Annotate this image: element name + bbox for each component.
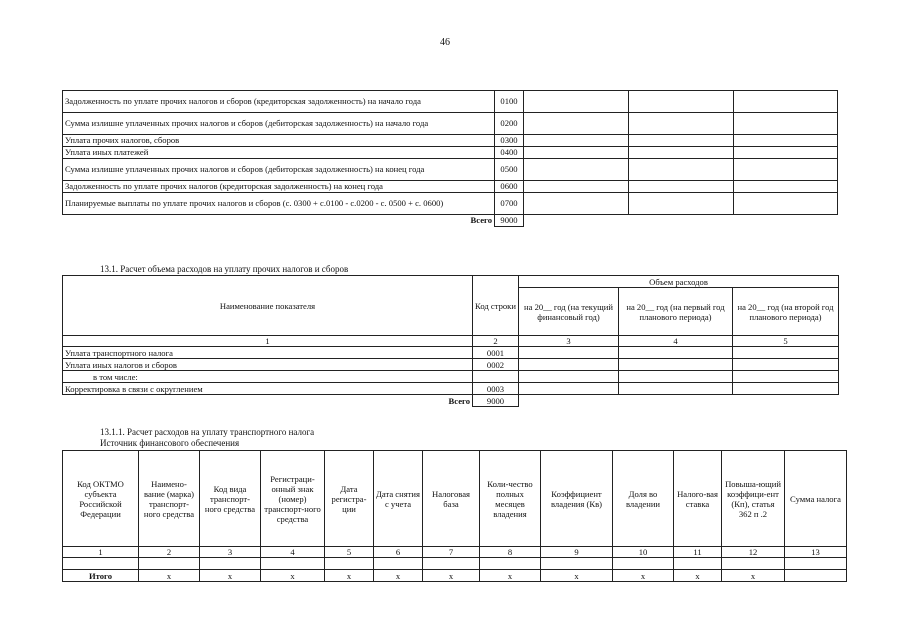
row-code: 0003 [473, 383, 519, 395]
table-row [63, 383, 839, 395]
column-number: 1 [63, 547, 139, 558]
column-number: 5 [325, 547, 374, 558]
value-cell [619, 347, 733, 359]
value-cell [722, 558, 785, 570]
table-row [63, 159, 838, 181]
column-header: Дата снятия с учета [374, 451, 423, 547]
page-number: 46 [440, 37, 450, 48]
column-number: 4 [261, 547, 325, 558]
empty-cell [629, 215, 734, 227]
funding-source-label: Источник финансового обеспечения [100, 438, 240, 448]
row-code: 0100 [495, 91, 524, 113]
row-name: Уплата иных платежей [63, 147, 495, 159]
value-cell [524, 113, 629, 135]
value-cell [200, 558, 261, 570]
value-cell [734, 181, 838, 193]
row-name: Планируемые выплаты по уплате прочих налогов и сборов (с. 0300 + с.0100 - с.0200 - с. 0500 + с. 0600) [63, 193, 495, 215]
value-cell [733, 359, 839, 371]
value-cell [785, 570, 847, 582]
header-current-year: на 20__ год (на текущий финансовый год) [519, 288, 619, 336]
expense-volume-table [62, 275, 839, 407]
value-cell [519, 383, 619, 395]
column-header: Налоговая база [423, 451, 480, 547]
value-cell [480, 558, 541, 570]
value-cell [261, 558, 325, 570]
table-row [63, 147, 838, 159]
value-cell [519, 359, 619, 371]
row-code: 0400 [495, 147, 524, 159]
total-value: x [722, 570, 785, 582]
value-cell [629, 181, 734, 193]
value-cell [734, 135, 838, 147]
header-row-code: Код строки [473, 276, 519, 336]
total-value: x [200, 570, 261, 582]
value-cell [519, 371, 619, 383]
row-code: 0002 [473, 359, 519, 371]
value-cell [734, 159, 838, 181]
column-number: 2 [139, 547, 200, 558]
empty-cell [734, 215, 838, 227]
value-cell [325, 558, 374, 570]
value-cell [734, 91, 838, 113]
table-row [63, 181, 838, 193]
value-cell [524, 193, 629, 215]
total-value: x [325, 570, 374, 582]
value-cell [613, 558, 674, 570]
column-number: 7 [423, 547, 480, 558]
column-header: Код ОКТМО субъекта Российской Федерации [63, 451, 139, 547]
column-number: 13 [785, 547, 847, 558]
total-value: x [613, 570, 674, 582]
total-value: x [374, 570, 423, 582]
column-number: 6 [374, 547, 423, 558]
value-cell [629, 135, 734, 147]
row-code [473, 371, 519, 383]
value-cell [629, 113, 734, 135]
table-row [63, 135, 838, 147]
empty-cell [733, 395, 839, 407]
value-cell [524, 147, 629, 159]
column-number: 1 [63, 336, 473, 347]
value-cell [674, 558, 722, 570]
row-code: 0600 [495, 181, 524, 193]
column-header: Дата регистра-ции [325, 451, 374, 547]
column-header: Наимено-вание (марка) транспорт-ного средства [139, 451, 200, 547]
total-row [63, 215, 838, 227]
table-row [63, 359, 839, 371]
total-value: x [480, 570, 541, 582]
row-name: Задолженность по уплате прочих налогов и сборов (кредиторская задолженность) на начало года [63, 91, 495, 113]
table-row [63, 91, 838, 113]
column-number: 11 [674, 547, 722, 558]
row-name: Уплата прочих налогов, сборов [63, 135, 495, 147]
row-name: Уплата транспортного налога [63, 347, 473, 359]
other-taxes-table [62, 90, 838, 227]
value-cell [619, 371, 733, 383]
header-second-plan-year: на 20__ год (на второй год планового периода) [733, 288, 839, 336]
row-name: Задолженность по уплате прочих налогов (кредиторская задолженность) на конец года [63, 181, 495, 193]
total-value: x [541, 570, 613, 582]
column-header: Коли-чество полных месяцев владения [480, 451, 541, 547]
total-label: Итого [63, 570, 139, 582]
value-cell [733, 383, 839, 395]
column-number: 2 [473, 336, 519, 347]
table-row [63, 193, 838, 215]
total-label: Всего [470, 215, 492, 225]
total-code: 9000 [473, 395, 519, 407]
value-cell [733, 371, 839, 383]
total-value: x [674, 570, 722, 582]
total-value: x [261, 570, 325, 582]
value-cell [541, 558, 613, 570]
value-cell [63, 558, 139, 570]
row-name: Уплата иных налогов и сборов [63, 359, 473, 371]
empty-cell [519, 395, 619, 407]
column-number: 3 [200, 547, 261, 558]
value-cell [734, 147, 838, 159]
value-cell [524, 159, 629, 181]
column-header: Повыша-ющий коэффици-ент (Кп), статья 362 п .2 [722, 451, 785, 547]
column-number: 9 [541, 547, 613, 558]
value-cell [629, 159, 734, 181]
value-cell [785, 558, 847, 570]
value-cell [524, 135, 629, 147]
column-number: 4 [619, 336, 733, 347]
total-value: x [423, 570, 480, 582]
row-name: в том числе: [63, 371, 473, 383]
row-code: 0001 [473, 347, 519, 359]
total-value: x [139, 570, 200, 582]
section-13-1-title: 13.1. Расчет объема расходов на уплату прочих налогов и сборов [100, 264, 349, 274]
value-cell [734, 193, 838, 215]
table-row [63, 347, 839, 359]
row-name: Сумма излишне уплаченных прочих налогов и сборов (дебиторская задолженность) на конец года [63, 159, 495, 181]
value-cell [629, 147, 734, 159]
table-row [63, 113, 838, 135]
value-cell [139, 558, 200, 570]
column-header: Коэффициент владения (Кв) [541, 451, 613, 547]
column-number: 8 [480, 547, 541, 558]
value-cell [619, 359, 733, 371]
column-header: Доля во владении [613, 451, 674, 547]
row-code: 0700 [495, 193, 524, 215]
header-first-plan-year: на 20__ год (на первый год планового периода) [619, 288, 733, 336]
column-number: 10 [613, 547, 674, 558]
total-label: Всего [448, 395, 470, 406]
column-number: 12 [722, 547, 785, 558]
value-cell [629, 91, 734, 113]
row-code: 0300 [495, 135, 524, 147]
value-cell [733, 347, 839, 359]
empty-cell [619, 395, 733, 407]
value-cell [629, 193, 734, 215]
row-code: 0200 [495, 113, 524, 135]
column-header: Сумма налога [785, 451, 847, 547]
empty-cell [524, 215, 629, 227]
column-number: 5 [733, 336, 839, 347]
column-header: Регистраци-онный знак (номер) транспорт-ного средства [261, 451, 325, 547]
value-cell [423, 558, 480, 570]
header-indicator-name: Наименование показателя [63, 276, 473, 336]
row-name: Корректировка в связи с округлением [63, 383, 473, 395]
row-name: Сумма излишне уплаченных прочих налогов и сборов (дебиторская задолженность) на начало года [63, 113, 495, 135]
header-expense-volume: Объем расходов [519, 276, 839, 288]
value-cell [524, 91, 629, 113]
column-header: Налого-вая ставка [674, 451, 722, 547]
value-cell [734, 113, 838, 135]
value-cell [519, 347, 619, 359]
value-cell [524, 181, 629, 193]
table-row [63, 371, 839, 383]
column-header: Код вида транспорт-ного средства [200, 451, 261, 547]
section-13-1-1-title: 13.1.1. Расчет расходов на уплату транспортного налога [100, 427, 315, 437]
row-code: 0500 [495, 159, 524, 181]
total-row [63, 395, 839, 407]
transport-tax-table [62, 450, 847, 582]
total-code: 9000 [495, 215, 524, 227]
column-number: 3 [519, 336, 619, 347]
value-cell [619, 383, 733, 395]
value-cell [374, 558, 423, 570]
